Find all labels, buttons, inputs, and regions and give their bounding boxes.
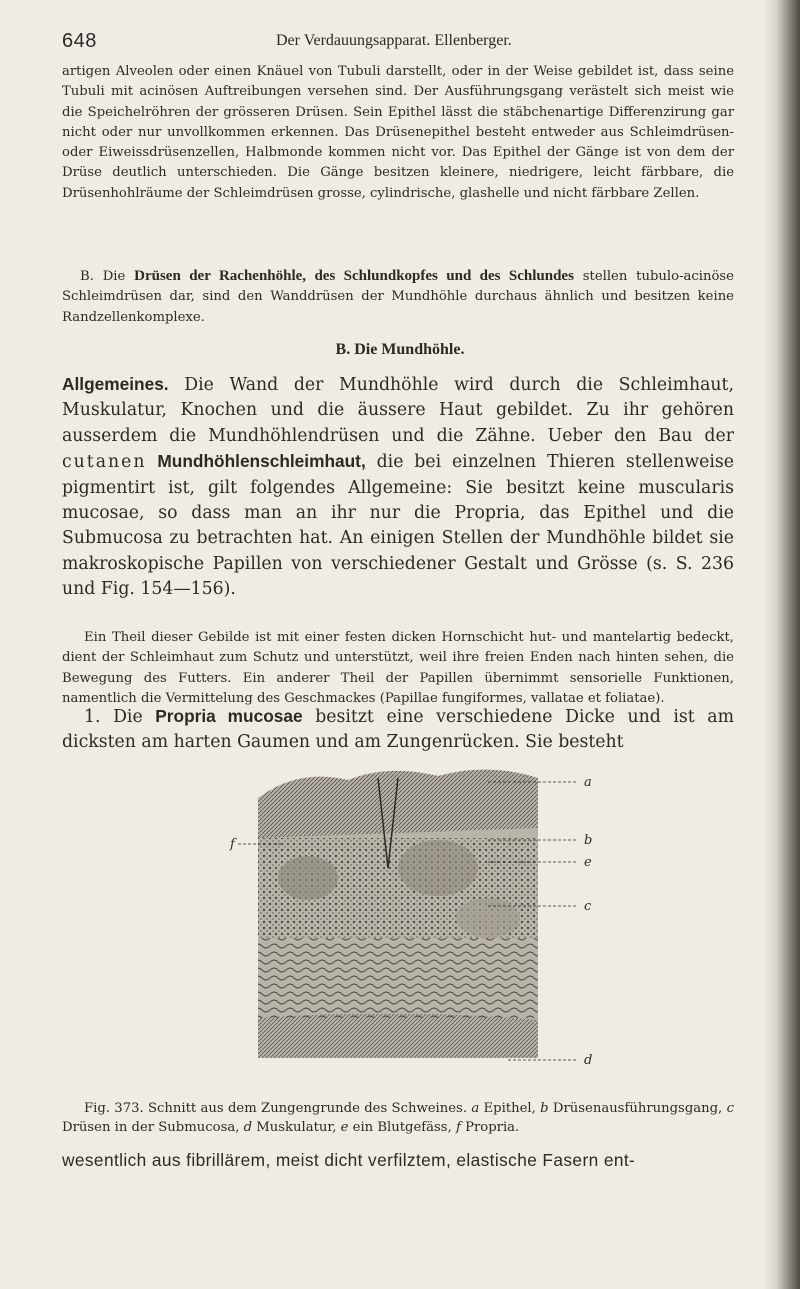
label-c: c [584,899,592,914]
para2-bold-title: Drüsen der Rachenhöhle, des Schlundkopfes und des Schlundes [134,268,574,284]
para3-spaced-word: cutanen [62,452,147,473]
caption-text-c: Drüsen in der Submucosa, [62,1119,240,1135]
caption-key-d: d [243,1119,253,1135]
para3-text2: die bei einzelnen Thieren stellenweise pigmentirt ist, gilt folgendes Allgemeine: Sie besitzt keine muscularis mucosae, so dass man an ihr nur die Propria, das Epithel und die Submucosa zu betrachten hat. An einigen Stellen der Mundhöhle bildet sie makroskopische Papillen von verschiedener Gestalt und Grösse (s. S. 236 und Fig. 154—156). [62,452,734,600]
para2-lead: B. Die [80,269,126,284]
caption-key-b: b [540,1101,549,1116]
paragraph-propria [62,704,734,756]
caption-key-f: f [455,1119,461,1135]
para2-text: stellen tubulo-acinöse Schleimdrüsen dar, sind den Wanddrüsen der Mundhöhle durchaus ähnlich und besitzen keine Randzellenkomplexe. [62,269,734,325]
para5-lead: 1. Die [84,707,143,727]
figure-caption [62,1100,734,1137]
label-f: f [230,837,235,852]
label-a: a [584,775,592,790]
caption-key-e: e [340,1119,349,1135]
caption-title: Schnitt aus dem Zungengrunde des Schweines. [148,1101,468,1116]
label-d: d [584,1053,593,1068]
para3-bold-lead: Allgemeines. [62,374,169,394]
page-header [62,30,742,54]
caption-key-a: a [471,1101,480,1116]
paragraph-alveolen: artigen Alveolen oder einen Knäuel von Tubuli darstellt, oder in der Weise gebildet ist, dass seine Tubuli mit acinösen Auftreibungen versehen sind. Der Ausführungsgang verästelt sich meist wie die Speichelröhren der grösseren Drüsen. Sein Epithel lässt die stäbchenartige Differenzirung gar nicht oder nur unvollkommen erkennen. Das Drüsenepithel besteht entweder aus Schleimdrüsen- oder Eiweissdrüsenzellen, Halbmonde kommen nicht vor. Das Epithel der Gänge ist von dem der Drüse deutlich unterschieden. Die Gänge besitzen kleinere, niedrigere, leicht färbbare, die Drüsenhohlräume der Schleimdrüsen grosse, cylindrische, glashelle und nicht färbbare Zellen. [62,64,734,201]
running-head: Der Verdauungsapparat. Ellenberger. [276,32,512,49]
caption-fig-number: Fig. 373. [84,1101,144,1116]
caption-text-e: ein Blutgefäss, [352,1119,452,1135]
histology-drawing [258,769,538,1058]
section-heading: B. Die Mundhöhle. [335,341,465,358]
caption-text-d: Muskulatur, [256,1119,337,1135]
para3-bold-mid: Mundhöhlenschleimhaut, [157,451,366,472]
page-number: 648 [62,30,97,52]
label-b: b [584,833,593,848]
caption-text-f: Propria. [465,1119,520,1135]
para3-text1: Die Wand der Mundhöhle wird durch die Schleimhaut, Muskulatur, Knochen und die äussere Haut gebildet. Zu ihr gehören ausserdem die Mundhöhlendrüsen und die Zähne. Ueber den Bau der [62,375,734,446]
paragraph-hornschicht: Ein Theil dieser Gebilde ist mit einer festen dicken Hornschicht hut- und mantelartig bedeckt, dient der Schleimhaut zum Schutz und unterstützt, weil ihre freien Enden nach hinten sehen, die Bewegung des Futters. Ein anderer Theil der Papillen übernimmt sensorielle Funktionen, namentlich die Vermittelung des Geschmackes (Papillae fungiformes, vallatae et foliatae). [62,630,734,706]
label-e: e [584,855,592,870]
caption-text-a: Epithel, [483,1101,536,1116]
para5-bold: Propria mucosae [155,706,303,726]
paragraph-druesen-rachen [62,266,734,328]
caption-key-c: c [726,1101,734,1116]
figure-tongue-section [230,758,618,1080]
last-line: wesentlich aus fibrillärem, meist dicht verfilztem, elastische Fasern ent- [62,1150,636,1170]
page-edge-shadow [764,0,800,1289]
paragraph-allgemeines [62,372,734,603]
caption-text-b: Drüsenausführungsgang, [552,1101,723,1116]
para5-text: besitzt eine verschiedene Dicke und ist am dicksten am harten Gaumen und am Zungenrücken. Sie besteht [62,707,734,753]
